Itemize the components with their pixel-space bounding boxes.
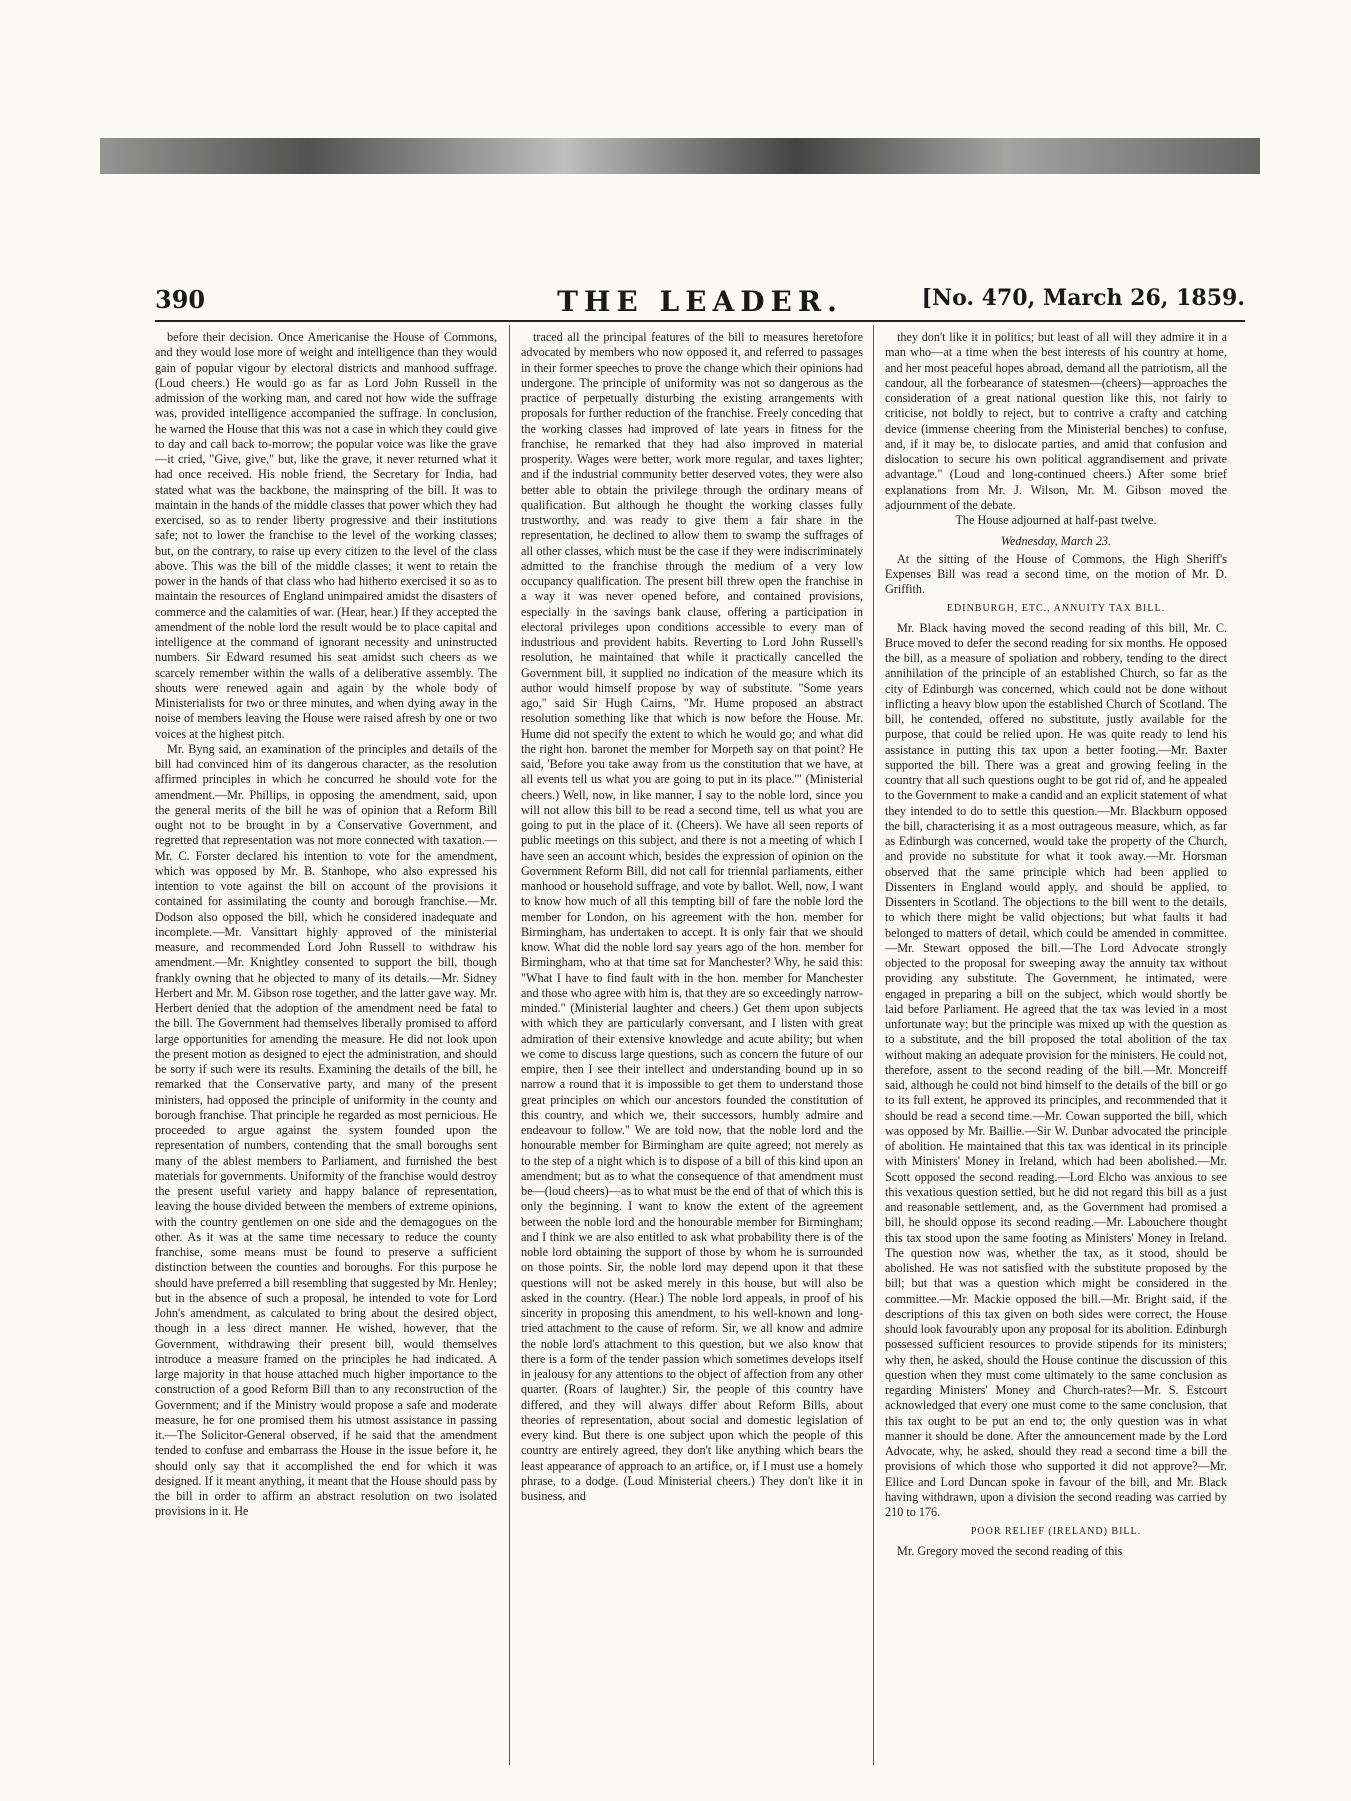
column-1 — [155, 330, 497, 1750]
column-divider — [873, 325, 874, 1765]
paragraph: Mr. Byng said, an examination of the principles and details of the bill had convinced him of its dangerous character, as the resolution affirmed principles in which he concurred he should vote for the amendment.—Mr. Phillips, in opposing the amendment, said, upon the general merits of the bill he was of opinion that a Reform Bill ought not to be brought in by a Conservative Government, and regretted that representation was not more connected with taxation.—Mr. C. Forster declared his intention to vote for the amendment, which was opposed by Mr. B. Stanhope, who also expressed his intention to vote against the bill on account of the provisions it contained for assimilating the county and borough franchise.—Mr. Dodson also opposed the bill, which he considered inadequate and incomplete.—Mr. Vansittart highly approved of the ministerial measure, and recommended Lord John Russell to withdraw his amendment.—Mr. Knightley consented to support the bill, though frankly owning that he objected to many of its details.—Mr. Sidney Herbert and Mr. M. Gibson rose together, and the latter gave way. Mr. Herbert denied that the adoption of the amendment need be fatal to the bill. The Government had themselves liberally promised to afford large opportunities for amending the measure. He did not look upon the present motion as designed to eject the administration, and should be sorry if such were its results. Examining the details of the bill, he remarked that the Conservative party, and many of the present ministers, had opposed the principle of uniformity in the county and borough franchise. That principle he regarded as most pernicious. He proceeded to argue against the system founded upon the representation of numbers, contending that the small boroughs sent many of the ablest members to Parliament, and furnished the best materials for governments. Uniformity of the franchise would destroy the present useful variety and happy balance of representation, leaving the house divided between the members of extreme opinions, with the country gentlemen on one side and the demagogues on the other. As it was at the same time necessary to reduce the county franchise, some means must be found to preserve a sufficient distinction between the counties and boroughs. For this purpose he should have preferred a bill resembling that suggested by Mr. Henley; but in the absence of such a proposal, he intended to vote for Lord John's amendment, as calculated to bring about the desired object, though in a less direct manner. He wished, however, that the Government, withdrawing their present bill, would themselves introduce a measure framed on the principles he had indicated. A large majority in that house attached much higher importance to the construction of a good Reform Bill than to any reconstruction of the Government; and if the Ministry would propose a safe and moderate measure, he for one promised them his utmost assistance in passing it.—The Solicitor-General observed, if he said that the amendment tended to confuse and embarrass the House in the issue before it, he should only say that it accomplished the end for which it was designed. If it meant anything, it meant that the House should pass by the bill in order to affirm an abstract resolution on two isolated provisions in it. He — [155, 741, 497, 1519]
publication-title: THE LEADER. — [557, 285, 843, 318]
paragraph: traced all the principal features of the bill to measures heretofore advocated by members who now opposed it, and referred to passages in their former speeches to prove the change which their opinions had undergone. The principle of uniformity was not so dangerous as the practice of perpetually disturbing the existing arrangements with proposals for further reduction of the franchise. Freely conceding that the working classes had improved of late years in fitness for the franchise, he remarked that they had also improved in material prosperity. Wages were better, work more regular, and taxes lighter; and if the industrial community better deserved votes, they were also better able to obtain the privilege through the ordinary means of qualification. But although he thought the working classes fully trustworthy, and was ready to give them a fair share in the representation, he declined to allow them to swamp the suffrages of all other classes, which must be the case if they were indiscriminately admitted to the franchise through the medium of a very low occupancy qualification. The present bill threw open the franchise in a way it was never opened before, and contained provisions, especially in the savings bank clause, offering a participation in electoral privileges upon conditions accessible to every man of industrious and provident habits. Reverting to Lord John Russell's resolution, he maintained that while it practically cancelled the Government bill, it supplied no indication of the measure which its author would himself propose by way of substitute. "Some years ago," said Sir Hugh Cairns, "Mr. Hume proposed an abstract resolution something like that which is now before the House. Mr. Hume did not specify the extent to which he would go; and what did the right hon. baronet the member for Morpeth say on that point? He said, 'Before you take away from us the constitution that we have, at all events tell us what you are going to put in its place.'" (Ministerial cheers.) Well, now, in like manner, I say to the noble lord, since you will not allow this bill to be read a second time, tell us what you are going to put in the place of it. (Cheers). We have all seen reports of public meetings on this subject, and there is not a meeting of which I have seen an account which, besides the expression of opinion on the Government Reform Bill, did not call for triennial parliaments, either manhood or household suffrage, and vote by ballot. Well, now, I want to know how much of all this tempting bill of fare the noble lord the member for London, on his agreement with the hon. member for Birmingham, has undertaken to accept. It is only fair that we should know. What did the noble lord say years ago of the hon. member for Birmingham, who at that time sat for Manchester? Why, he said this: "What I have to find fault with in the hon. member for Manchester and those who agree with him is, that they are so exceedingly narrow-minded." (Ministerial laughter and cheers.) Get them upon subjects with which they are particularly conversant, and I listen with great admiration of their extensive knowledge and acute ability; but when we come to discuss large questions, such as concern the future of our empire, then I see their intellect and understanding bound up in so narrow a round that it is impossible to get them to understand those great principles on which our ancestors founded the constitution of this country, and which we, their successors, humbly admire and endeavour to follow." We are told now, that the noble lord and the honourable member for Birmingham are quite agreed; not merely as to the step of a night which is to dispose of a bill of this kind upon an amendment; but as to what the consequence of that amendment must be—(loud cheers)—as to what must be the end of that of which this is only the beginning. I want to know the extent of the agreement between the noble lord and the honourable member for Birmingham; and I think we are also entitled to ask what probability there is of the noble lord obtaining the support of those by whom he is surrounded on those points. Sir, the noble lord may depend upon it that these questions will not be asked merely in this house, but will also be asked in the country. (Hear.) The noble lord appeals, in proof of his sincerity in proposing this amendment, to his well-known and long-tried attachment to the cause of reform. Sir, we all know and admire the noble lord's attachment to this question, but we also know that there is a form of the tender passion which sometimes develops itself in jealousy for any attentions to the object of affection from any other quarter. (Roars of laughter.) Sir, the people of this country have differed, and they will always differ about Reform Bills, about theories of representation, about social and domestic legislation of every kind. But there is one subject upon which the people of this country are entirely agreed, they don't like anything which bears the least appearance of approach to an artifice, or, if I must use a homely phrase, to a dodge. (Loud Ministerial cheers.) They don't like it in business, and — [521, 330, 863, 1503]
paragraph: At the sitting of the House of Commons, the High Sheriff's Expenses Bill was read a second time, on the motion of Mr. D. Griffith. — [885, 551, 1227, 596]
paragraph: before their decision. Once Americanise the House of Commons, and they would lose more of weight and intelligence than they would gain of popular vigour by electoral districts and manhood suffrage. (Loud cheers.) He would go as far as Lord John Russell in the admission of the working man, and cared not how wide the suffrage was, provided intelligence accompanied the suffrage. In conclusion, he warned the House that this was not a case in which they could give to day and call back to-morrow; the popular voice was like the grave—it cried, "Give, give," but, like the grave, it never returned what it had once received. His noble friend, the Secretary for India, had stated what was the backbone, the mainspring of the bill. It was to maintain in the hands of the middle classes that power which they had exercised, so as to render liberty progressive and their institutions safe; not to lower the franchise to the level of the working classes; but, on the contrary, to raise up every citizen to the level of the class above. This was the bill of the middle classes; it went to retain the power in the hands of that class who had hitherto exercised it so as to maintain the resources of England unimpaired amidst the disasters of commerce and the calamities of war. (Hear, hear.) If they accepted the amendment of the noble lord the result would be to place capital and intelligence at the command of ignorant necessity and uninstructed numbers. Sir Edward resumed his seat amidst such cheers as we scarcely remember within the walls of a deliberative assembly. The shouts were renewed again and again by the whole body of Ministerialists for two or three minutes, and when dying away in the noise of members leaving the House were raised afresh by one or two voices at the highest pitch. — [155, 330, 497, 741]
issue-info: [No. 470, March 26, 1859. — [921, 285, 1245, 311]
paragraph: The House adjourned at half-past twelve. — [955, 513, 1157, 527]
scan-artifact-band — [100, 138, 1260, 174]
section-heading: POOR RELIEF (IRELAND) BILL. — [970, 1526, 1142, 1538]
dateline: Wednesday, March 23. — [1000, 534, 1112, 549]
column-2 — [521, 330, 863, 1750]
paragraph: they don't like it in politics; but least of all will they admire it in a man who—at a time when the best interests of his country at home, and her most peaceful hopes abroad, demand all the patriotism, all the candour, all the forbearance of statesmen—(cheers)—approaches the consideration of a great national question like this, not fairly to criticise, not boldly to reject, but to contrive a crafty and catching device (immense cheering from the Ministerial benches) to confuse, and, if it may be, to dislocate parties, and amid that confusion and dislocation to secure his own political aggrandisement and private advantage." (Loud and long-continued cheers.) After some brief explanations from Mr. J. Wilson, Mr. M. Gibson moved the adjournment of the debate. — [885, 330, 1227, 512]
paragraph: Mr. Gregory moved the second reading of this — [897, 1543, 1123, 1558]
masthead-rule — [155, 320, 1245, 322]
page-number: 390 — [155, 285, 206, 314]
masthead — [155, 285, 1245, 318]
column-divider — [509, 325, 510, 1765]
paragraph: Mr. Black having moved the second reading of this bill, Mr. C. Bruce moved to defer the second reading for six months. He opposed the bill, as a measure of spoliation and robbery, tending to the direct annihilation of the principle of an established Church, so far as the city of Edinburgh was concerned, which could not be done without inflicting a heavy blow upon the established Church of Scotland. The bill, he contended, offered no substitute, justly available for the purpose, that could be relied upon. He was quite ready to lend his assistance in putting this tax upon a better footing.—Mr. Baxter supported the bill. There was a great and growing feeling in the country that all such questions ought to be got rid of, and he appealed to the Government to make a candid and an explicit statement of what they intended to do to settle this question.—Mr. Blackburn opposed the bill, characterising it as a most outrageous measure, which, as far as Edinburgh was concerned, would take the property of the Church, and provide no substitute for what it took away.—Mr. Horsman observed that the same principle which had been applied to Dissenters in England would apply, and should be applied, to Dissenters in Scotland. The objections to the bill went to the details, to which there might be valid objections; but what faults it had belonged to matters of detail, which could be amended in committee.—Mr. Stewart opposed the bill.—The Lord Advocate strongly objected to the proposal for sweeping away the annuity tax without providing any substitute. The Government, he intimated, were engaged in preparing a bill on the subject, which would shortly be laid before Parliament. He agreed that the tax was levied in a most unfortunate way; but the principle was mixed up with the question as to a substitute, and the bill proposed the total abolition of the tax without making an adequate provision for the ministers. He could not, therefore, assent to the second reading of the bill.—Mr. Moncreiff said, although he could not bind himself to the details of the bill or go to its full extent, he approved its principles, and recommended that it should be read a second time.—Mr. Cowan supported the bill, which was opposed by Mr. Baillie.—Sir W. Dunbar advocated the principle of abolition. He maintained that this tax was identical in its principle with Ministers' Money in Ireland, which had been abolished.—Mr. Scott opposed the second reading.—Lord Elcho was anxious to see this vexatious question settled, but he did not regard this bill as a just and reasonable settlement, and, as the Government had promised a bill, he should oppose its second reading.—Mr. Labouchere thought this tax stood upon the same footing as Ministers' Money in Ireland. The question now was, whether the tax, as it stood, should be abolished. He was not satisfied with the substitute proposed by the bill; but that was a question which might be considered in the committee.—Mr. Mackie opposed the bill.—Mr. Bright said, if the descriptions of this tax given on both sides were correct, the House should look favourably upon any proposal for its abolition. Edinburgh possessed sufficient resources to provide stipends for its ministers; why then, he asked, should the House continue the discussion of this question when they must come ultimately to the same conclusion as regarding Ministers' Money and Church-rates?—Mr. S. Estcourt acknowledged that every one must come to the same conclusion, that this tax ought to be put an end to; the only question was in what manner it should be done. After the announcement made by the Lord Advocate, why, he asked, should they read a second time a bill the provisions of which those who supported it did not approve?—Mr. Ellice and Lord Duncan spoke in favour of the bill, and Mr. Black having withdrawn, upon a division the second reading was carried by 210 to 176. — [885, 620, 1227, 1519]
section-heading: EDINBURGH, ETC., ANNUITY TAX BILL. — [946, 603, 1166, 615]
column-3 — [885, 330, 1227, 1750]
